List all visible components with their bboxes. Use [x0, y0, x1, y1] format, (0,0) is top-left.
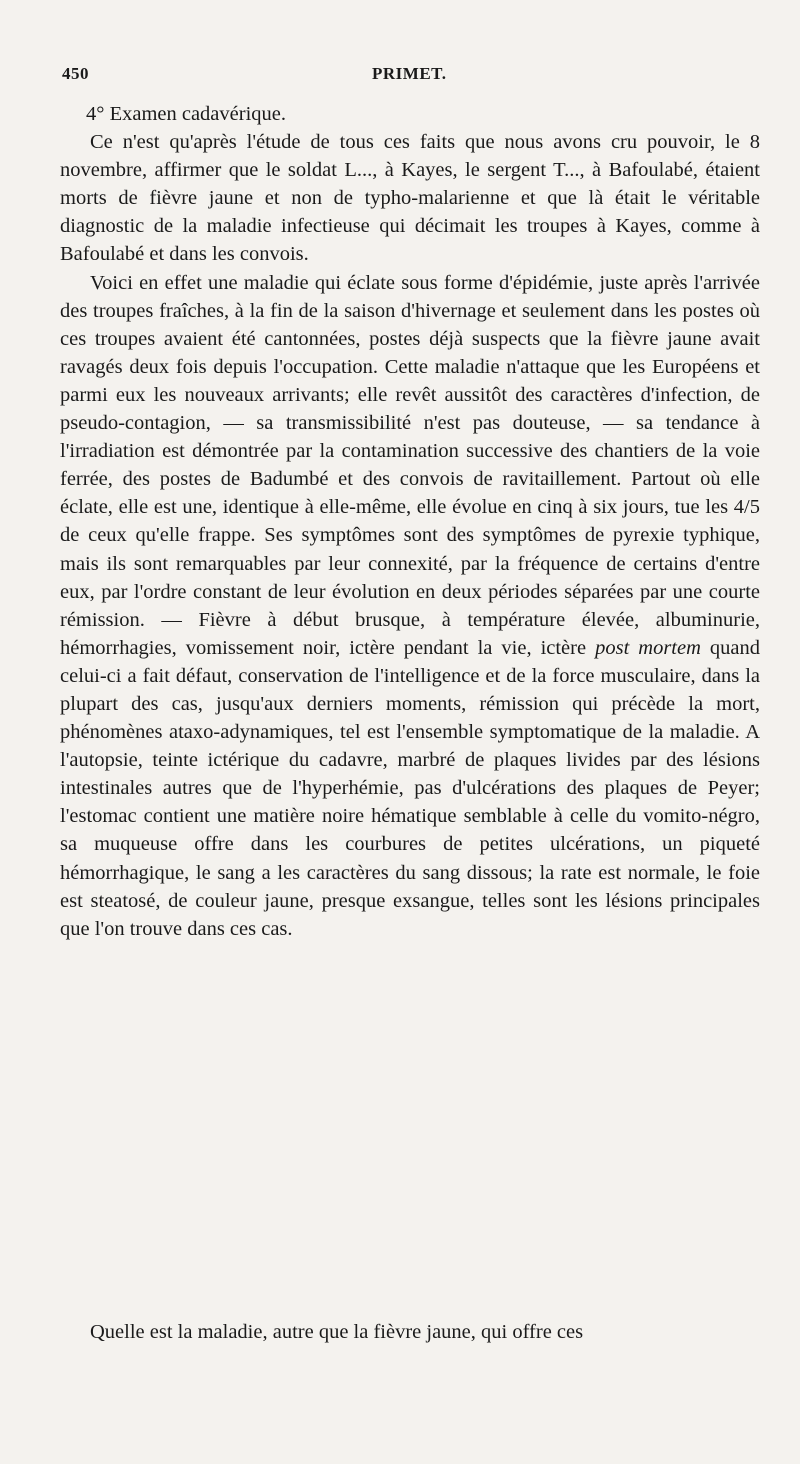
paragraph-epidemic-description: [60, 269, 760, 943]
page-number: 450: [62, 64, 89, 83]
running-head: [62, 64, 740, 86]
paragraph-question-text: Quelle est la maladie, autre que la fièvre jaune, qui offre ces: [90, 1321, 584, 1343]
paragraph-epidemic-text: Voici en effet une maladie qui éclate sous forme d'épidémie, juste après l'arrivée des troupes fraîches, à la fin de la saison d'hivernage et seulement dans les postes où ces troupes avaient été cantonnées, postes déjà suspects que la fièvre jaune avait ravagés deux fois depuis l'occupation. Cette maladie n'attaque que les Européens et parmi eux les nouveaux arrivants; elle revêt aussitôt des caractères d'infection, de pseudo-contagion, — sa transmissibilité n'est pas douteuse, — sa tendance à l'irradiation est démontrée par la contamination successive des chantiers de la voie ferrée, des postes de Badumbé et des convois de ravitaillement. Partout où elle éclate, elle est une, identique à elle-même, elle évolue en cinq à six jours, tue les 4/5 de ceux qu'elle frappe. Ses symptômes sont des symptômes de pyrexie typhique, mais ils sont remarquables par leur connexité, par la fréquence de certains d'entre eux, par l'ordre constant de leur évolution en deux périodes séparées par une courte rémission. — Fièvre à début brusque, à température élevée, albuminurie, hémorrhagies, vomissement noir, ictère pendant la vie, ictère: [60, 271, 760, 659]
running-title: PRIMET.: [372, 64, 447, 83]
section-heading: 4° Examen cadavérique.: [86, 103, 287, 125]
post-mortem-italic: post mortem: [595, 636, 701, 659]
paragraph-conclusion: Ce n'est qu'après l'étude de tous ces faits que nous avons cru pouvoir, le 8 novembre, affirmer que le soldat L..., à Kayes, le sergent T..., à Bafoulabé, étaient morts de fièvre jaune et non de typho-malarienne et que là était le véritable diagnostic de la maladie infectieuse qui décimait les troupes à Kayes, comme à Bafoulabé et dans les convois.: [60, 131, 760, 266]
paragraph-question: [60, 1318, 760, 1346]
body-text: [60, 100, 760, 943]
paragraph-epidemic-text-continued: quand celui-ci a fait défaut, conservation de l'intelligence et de la force musculaire, dans la plupart des cas, jusqu'aux derniers moments, rémission qui précède la mort, phénomènes ataxo-adynamiques, tel est l'ensemble symptomatique de la maladie. A l'autopsie, teinte ictérique du cadavre, marbré de plaques livides par des lésions intestinales autres que de l'hyperhémie, pas d'ulcérations des plaques de Peyer; l'estomac contient une matière noire hématique semblable à celle du vomito-négro, sa muqueuse offre dans les courbures de petites ulcérations, un piqueté hémorrhagique, le sang a les caractères du sang dissous; la rate est normale, le foie est steatosé, de couleur jaune, presque exsangue, telles sont les lésions principales que l'on trouve dans ces cas.: [60, 636, 761, 940]
